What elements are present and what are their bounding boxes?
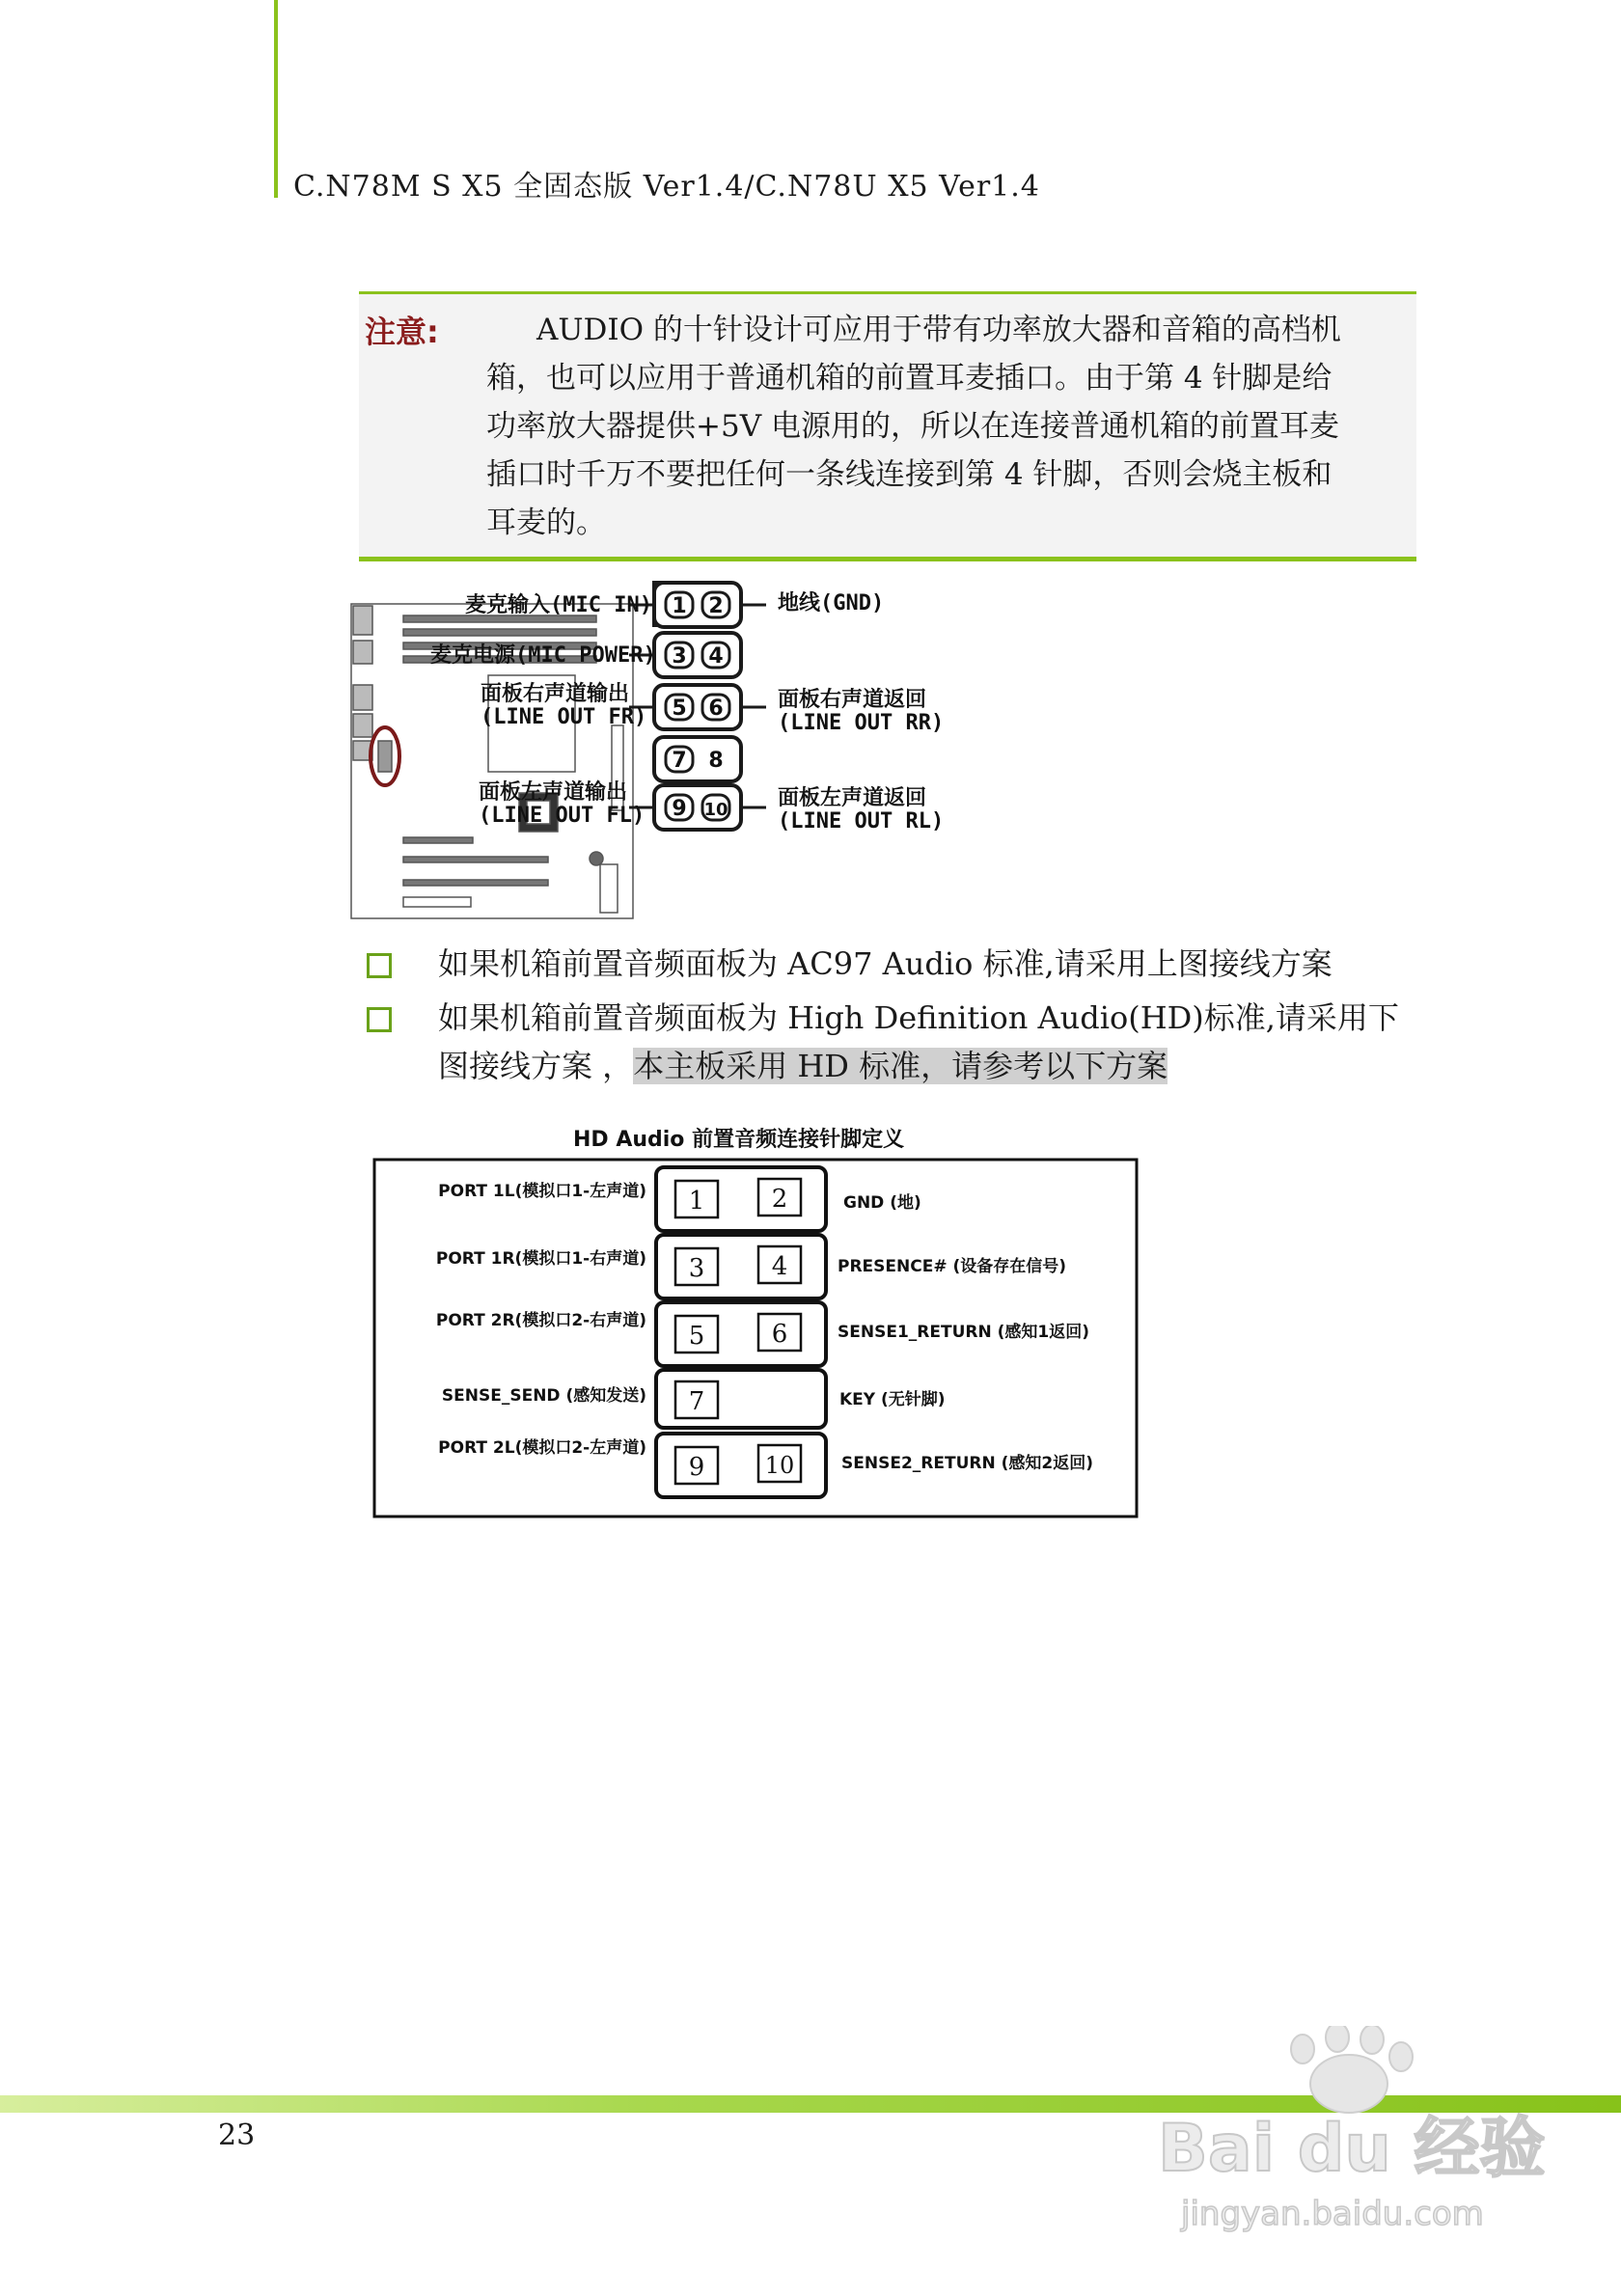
hd-left-label-3: PORT 2R(模拟口2-右声道) xyxy=(435,1311,646,1330)
note-text xyxy=(486,306,1393,547)
ac97-label-mic-power: 麦克电源(MIC POWER) xyxy=(430,643,656,668)
paw-icon xyxy=(1291,2026,1413,2113)
ac97-pin-6: 6 xyxy=(708,697,724,721)
ac97-label-fr-out-cn: 面板右声道输出 xyxy=(481,682,630,706)
hd-pin-9: 9 xyxy=(688,1453,705,1482)
page-header-title: C.N78M S X5 全固态版 Ver1.4/C.N78U X5 Ver1.4 xyxy=(293,170,1040,204)
hd-pin-3: 3 xyxy=(688,1254,705,1283)
hd-right-label-1: GND (地) xyxy=(843,1193,921,1213)
ac97-label-gnd: 地线(GND) xyxy=(778,591,885,615)
hd-right-label-4: KEY (无针脚) xyxy=(839,1390,946,1409)
note-line-5: 耳麦的。 xyxy=(486,506,606,540)
checkbox-bullet-icon xyxy=(367,953,392,978)
hd-pin-10: 10 xyxy=(764,1452,795,1479)
hd-pin-5: 5 xyxy=(688,1322,705,1351)
checkbox-bullet-icon xyxy=(367,1007,392,1032)
watermark-brand: Bai du 经验 xyxy=(1158,2111,1546,2187)
hd-left-label-5: PORT 2L(模拟口2-左声道) xyxy=(438,1438,646,1458)
ac97-label-mic-in: 麦克输入(MIC IN) xyxy=(465,593,652,617)
note-label: 注意: xyxy=(365,314,439,350)
hd-pin-1: 1 xyxy=(688,1187,705,1216)
hd-left-label-4: SENSE_SEND (感知发送) xyxy=(441,1386,646,1406)
hd-pin-4: 4 xyxy=(771,1252,788,1281)
note-line-4: 插口时千万不要把任何一条线连接到第 4 针脚，否则会烧主板和 xyxy=(486,457,1333,492)
bullet-hd-text: 如果机箱前置音频面板为 High Definition Audio(HD)标准,请采用下图接线方案 ， xyxy=(438,999,1399,1084)
ac97-pin-8: 8 xyxy=(708,749,724,773)
header-rule xyxy=(274,0,278,198)
ac97-label-fl-out-en: (LINE OUT FL) xyxy=(479,804,646,828)
ac97-pin-4: 4 xyxy=(708,644,724,669)
bullet-list xyxy=(367,940,1428,1096)
hd-diagram-title: HD Audio 前置音频连接针脚定义 xyxy=(573,1128,905,1152)
bullet-ac97 xyxy=(367,940,1428,988)
bullet-hd xyxy=(367,994,1428,1090)
ac97-label-rr-ret-cn: 面板右声道返回 xyxy=(778,688,927,712)
ac97-label-rl-ret-en: (LINE OUT RL) xyxy=(778,809,945,834)
ac97-label-rl-ret-cn: 面板左声道返回 xyxy=(778,786,927,810)
ac97-label-fr-out-en: (LINE OUT FR) xyxy=(481,705,647,729)
baidu-watermark xyxy=(1148,2026,1553,2248)
bullet-ac97-text: 如果机箱前置音频面板为 AC97 Audio 标准,请采用上图接线方案 xyxy=(438,945,1333,982)
hd-right-label-2: PRESENCE# (设备存在信号) xyxy=(838,1257,1067,1276)
hd-pin-2: 2 xyxy=(771,1185,788,1214)
hd-right-label-5: SENSE2_RETURN (感知2返回) xyxy=(841,1454,1093,1473)
ac97-pin-9: 9 xyxy=(672,797,687,821)
hd-left-label-2: PORT 1R(模拟口1-右声道) xyxy=(435,1249,646,1269)
note-line-2: 箱，也可以应用于普通机箱的前置耳麦插口。由于第 4 针脚是给 xyxy=(486,361,1333,396)
hd-pin-7: 7 xyxy=(688,1387,705,1416)
hd-audio-pin-diagram xyxy=(365,1119,1146,1524)
ac97-pin-2: 2 xyxy=(708,594,724,618)
watermark-url: jingyan.baidu.com xyxy=(1181,2195,1484,2233)
note-line-3: 功率放大器提供+5V 电源用的，所以在连接普通机箱的前置耳麦 xyxy=(486,409,1339,444)
hd-right-label-3: SENSE1_RETURN (感知1返回) xyxy=(838,1323,1089,1342)
ac97-pin-diagram xyxy=(349,571,1411,938)
note-line-1: AUDIO 的十针设计可应用于带有功率放大器和音箱的高档机 xyxy=(536,313,1341,347)
bullet-hd-highlight: 本主板采用 HD 标准，请参考以下方案 xyxy=(633,1048,1168,1084)
ac97-pin-5: 5 xyxy=(672,697,687,721)
hd-left-label-1: PORT 1L(模拟口1-左声道) xyxy=(438,1182,646,1201)
ac97-label-rr-ret-en: (LINE OUT RR) xyxy=(778,711,945,735)
ac97-pin-7: 7 xyxy=(672,749,687,773)
page-number: 23 xyxy=(218,2118,256,2152)
ac97-pin-3: 3 xyxy=(672,644,687,669)
ac97-pin-10: 10 xyxy=(703,800,728,820)
ac97-pin-1: 1 xyxy=(672,594,687,618)
ac97-label-fl-out-cn: 面板左声道输出 xyxy=(479,780,628,805)
note-box xyxy=(359,291,1416,561)
hd-pin-6: 6 xyxy=(771,1320,788,1349)
